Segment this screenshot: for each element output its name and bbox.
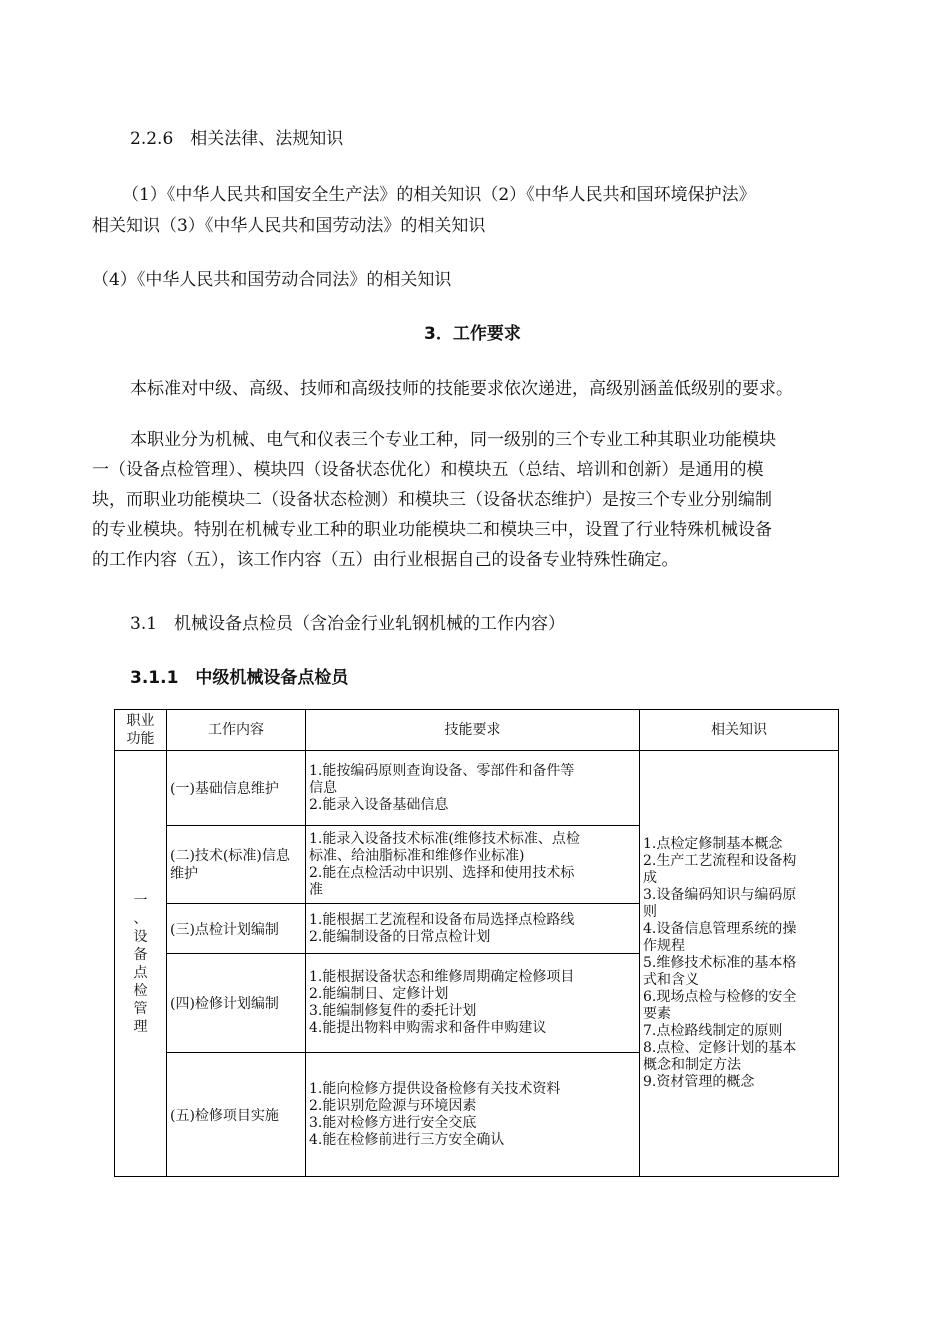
section-3-1-1-heading: 3.1.1 中级机械设备点检员 bbox=[130, 668, 349, 688]
related-knowledge-cell: 1.点检定修制基本概念 2.生产工艺流程和设备构 成 3.设备编码知识与编码原 则 4.设备信息管理系统的操 作规程 5.维修技术标准的基本格 式和含义 6.现场点检与检修的安全 要素 7.点检路线制定的原则 8.点检、定修计划的基本 概念和制定方法 9.资材管理的概念 bbox=[640, 751, 839, 1177]
function-cell-equipment-inspection-management: 一 、 设 备 点 检 管 理 bbox=[115, 751, 167, 1177]
section-3-1-heading: 3.1 机械设备点检员（含冶金行业轧钢机械的工作内容） bbox=[130, 614, 566, 634]
work-content-cell: (二)技术(标准)信息维护 bbox=[167, 826, 306, 904]
skills-cell: 1.能向检修方提供设备检修有关技术资料 2.能识别危险源与环境因素 3.能对检修方进行安全交底 4.能在检修前进行三方安全确认 bbox=[306, 1053, 640, 1177]
skills-cell: 1.能根据设备状态和维修周期确定检修项目 2.能编制日、定修计划 3.能编制修复件的委托计划 4.能提出物料申购需求和备件申购建议 bbox=[306, 954, 640, 1053]
paragraph-line: 的工作内容（五），该工作内容（五）由行业根据自己的设备专业特殊性确定。 bbox=[92, 550, 679, 570]
header-related-knowledge: 相关知识 bbox=[640, 710, 839, 751]
skills-cell: 1.能按编码原则查询设备、零部件和备件等 信息 2.能录入设备基础信息 bbox=[306, 751, 640, 826]
work-content-cell: (一)基础信息维护 bbox=[167, 751, 306, 826]
law-list-line-1: （1）《中华人民共和国安全生产法》的相关知识（2）《中华人民共和国环境保护法》 bbox=[122, 185, 756, 205]
law-list-line-2: 相关知识（3）《中华人民共和国劳动法》的相关知识 bbox=[92, 216, 486, 236]
skills-cell: 1.能根据工艺流程和设备布局选择点检路线 2.能编制设备的日常点检计划 bbox=[306, 904, 640, 954]
header-work-content: 工作内容 bbox=[167, 710, 306, 751]
table-row bbox=[115, 751, 839, 826]
table-header-row bbox=[115, 710, 839, 751]
paragraph-line: 块，而职业功能模块二（设备状态检测）和模块三（设备状态维护）是按三个专业分别编制 bbox=[92, 490, 772, 510]
header-skill-requirements: 技能要求 bbox=[306, 710, 640, 751]
skills-standard-table bbox=[114, 709, 839, 1177]
skills-cell: 1.能录入设备技术标准(维修技术标准、点检 标准、给油脂标准和维修作业标准) 2.能在点检活动中识别、选择和使用技术标 准 bbox=[306, 826, 640, 904]
work-content-cell: (三)点检计划编制 bbox=[167, 904, 306, 954]
paragraph-line: 本职业分为机械、电气和仪表三个专业工种，同一级别的三个专业工种其职业功能模块 bbox=[130, 430, 776, 450]
law-list-line-3: （4）《中华人民共和国劳动合同法》的相关知识 bbox=[92, 270, 452, 290]
paragraph-modules bbox=[92, 425, 776, 575]
work-content-cell: (五)检修项目实施 bbox=[167, 1053, 306, 1177]
paragraph-levels: 本标准对中级、高级、技师和高级技师的技能要求依次递进，高级别涵盖低级别的要求。 bbox=[130, 379, 793, 399]
header-function: 职业 功能 bbox=[115, 710, 167, 751]
paragraph-line: 的专业模块。特别在机械专业工种的职业功能模块二和模块三中，设置了行业特殊机械设备 bbox=[92, 520, 772, 540]
section-2-2-6-heading: 2.2.6 相关法律、法规知识 bbox=[130, 129, 344, 149]
work-content-cell: (四)检修计划编制 bbox=[167, 954, 306, 1053]
section-3-heading: 3．工作要求 bbox=[424, 324, 521, 344]
paragraph-line: 一（设备点检管理）、模块四（设备状态优化）和模块五（总结、培训和创新）是通用的模 bbox=[92, 460, 764, 480]
